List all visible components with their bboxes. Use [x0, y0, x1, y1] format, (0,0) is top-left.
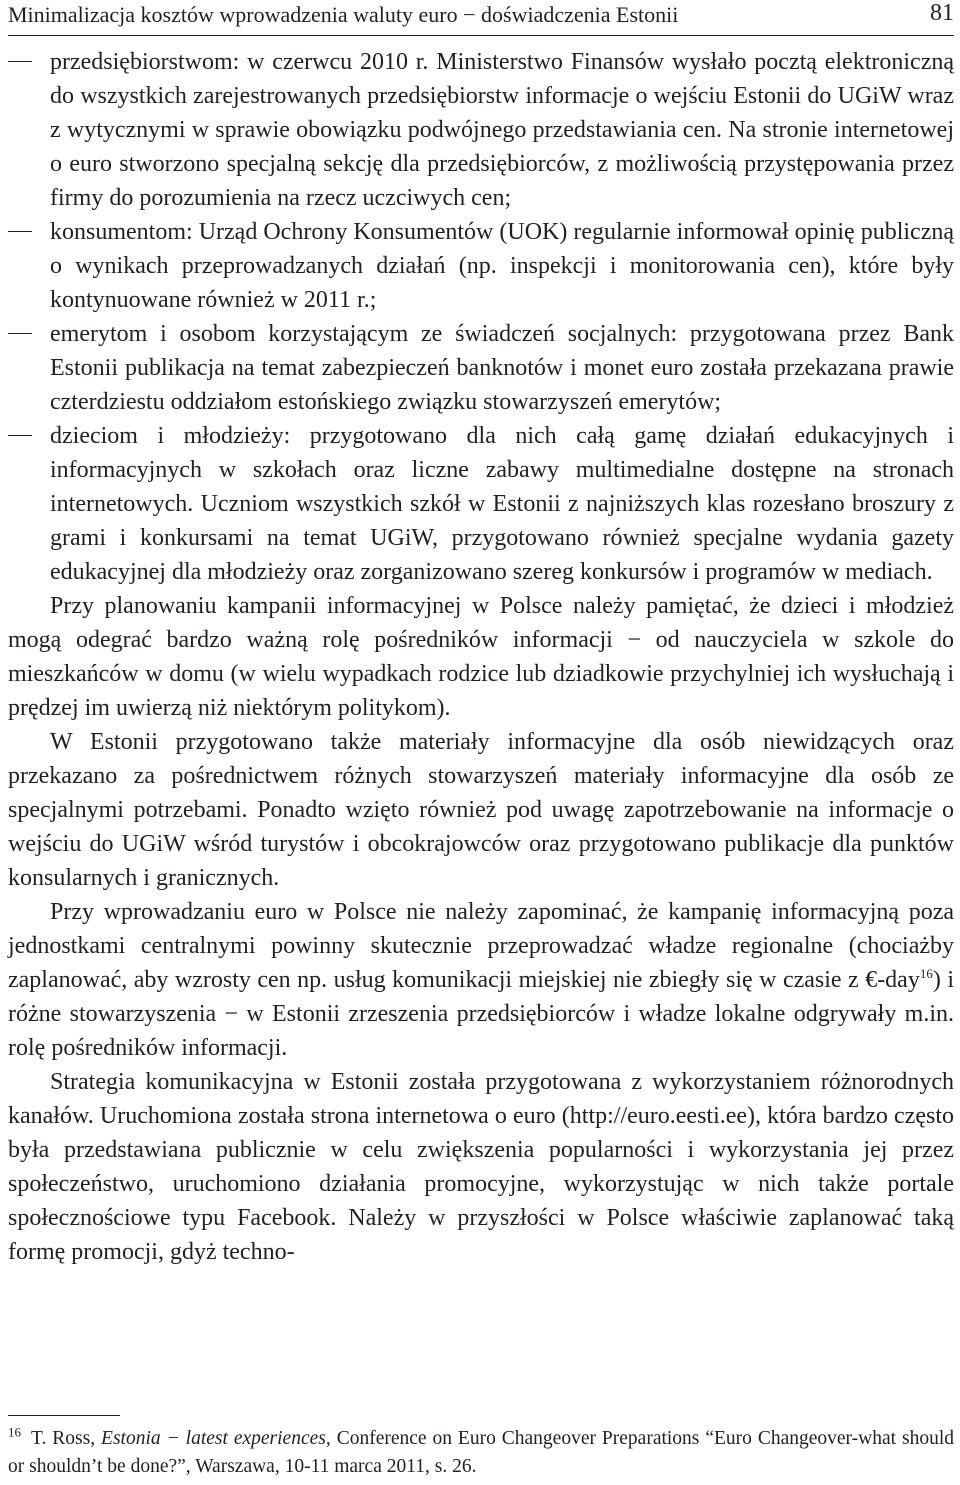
- paragraph: W Estonii przygotowano także materiały informacyjne dla osób niewidzących oraz przekazano za pośrednictwem różnych stowarzyszeń materiały informacyjne dla osób ze specjalnymi potrzebami. Ponadto wzięto również pod uwagę zapotrzebowanie na informacje o wejściu do UGiW wśród turystów i obcokrajowców oraz przygotowano publikacje dla punktów konsularnych i granicznych.: [8, 729, 954, 891]
- bullet-item: [8, 45, 954, 215]
- footnote: [8, 1425, 954, 1481]
- paragraph: Przy planowaniu kampanii informacyjnej w Polsce należy pamiętać, że dzieci i młodzież mogą odegrać bardzo ważną rolę pośredników informacji − od nauczyciela w szkole do mieszkańców w domu (w wielu wypadkach rodzice lub dziadkowie przychylniej ich wysłuchają i prędzej im uwierzą niż niektórym politykom).: [8, 593, 954, 721]
- footnote-reference[interactable]: 16: [919, 966, 933, 981]
- dash-marker: [8, 435, 32, 436]
- body-text: [8, 45, 954, 1269]
- bullet-item: [8, 419, 954, 589]
- footnote-rest: , Conference on Euro Changeover Preparations “Euro Changeover-what should or shouldn’t be done?”, Warszawa, 10-11 marca 2011, s. 26.: [8, 1428, 954, 1477]
- bullet-item: [8, 215, 954, 317]
- bullet-text: przedsiębiorstwom: w czerwcu 2010 r. Ministerstwo Finansów wysłało pocztą elektroniczną do wszystkich zarejestrowanych przedsiębiorstw informacje o wejściu Estonii do UGiW wraz z wytycznymi w sprawie obowiązku podwójnego przedstawiania cen. Na stronie internetowej o euro stworzono specjalną sekcję dla przedsiębiorców, z możliwością przystępowania przez firmy do porozumienia na rzecz uczciwych cen;: [50, 49, 954, 211]
- bullet-item: [8, 317, 954, 419]
- paragraph: Strategia komunikacyjna w Estonii została przygotowana z wykorzystaniem różnorodnych kanałów. Uruchomiona została strona internetowa o euro (http://euro.eesti.ee), która bardzo często była przedstawiana publicznie w celu zwiększenia popularności i wykorzystania jej przez społeczeństwo, uruchomiono działania promocyjne, wykorzystując w nich także portale społecznościowe typu Facebook. Należy w przyszłości w Polsce właściwie zaplanować taką formę promocji, gdyż techno-: [8, 1069, 954, 1265]
- bullet-text: emerytom i osobom korzystającym ze świadczeń socjalnych: przygotowana przez Bank Estonii publikacja na temat zabezpieczeń banknotów i monet euro została przekazana prawie czterdziestu oddziałom estońskiego związku stowarzyszeń emerytów;: [50, 321, 954, 415]
- paragraph: [8, 895, 954, 1065]
- page-number: 81: [930, 0, 954, 26]
- footnote-separator: [8, 1415, 120, 1416]
- paragraph-text: ) i różne stowarzyszenia − w Estonii zrzeszenia przedsiębiorców i władze lokalne odgrywały m.in. rolę pośredników informacji.: [8, 967, 954, 1061]
- dash-marker: [8, 61, 32, 62]
- dash-marker: [8, 231, 32, 232]
- running-header: [8, 0, 954, 36]
- running-title: Minimalizacja kosztów wprowadzenia waluty euro − doświadczenia Estonii: [8, 2, 679, 27]
- bullet-text: dzieciom i młodzieży: przygotowano dla nich całą gamę działań edukacyjnych i informacyjnych w szkołach oraz liczne zabawy multimedialne dostępne na stronach internetowych. Uczniom wszystkich szkół w Estonii z najniższych klas rozesłano broszury z grami i konkursami na temat UGiW, przygotowano również specjalne wydania gazety edukacyjnej dla młodzieży oraz zorganizowano szereg konkursów i programów w mediach.: [50, 423, 954, 585]
- dash-marker: [8, 333, 32, 334]
- paragraph-text: Przy wprowadzaniu euro w Polsce nie należy zapominać, że kampanię informacyjną poza jednostkami centralnymi powinny skutecznie przeprowadzać władze regionalne (chociażby zaplanować, aby wzrosty cen np. usług komunikacji miejskiej nie zbiegły się w czasie z €-day: [8, 899, 954, 993]
- footnote-author: T. Ross,: [31, 1428, 102, 1449]
- footnote-title: Estonia − latest experiences: [101, 1428, 326, 1449]
- bullet-text: konsumentom: Urząd Ochrony Konsumentów (UOK) regularnie informował opinię publiczną o wynikach przeprowadzanych działań (np. inspekcji i monitorowania cen), które były kontynuowane również w 2011 r.;: [50, 219, 954, 313]
- footnote-number: 16: [8, 1424, 21, 1440]
